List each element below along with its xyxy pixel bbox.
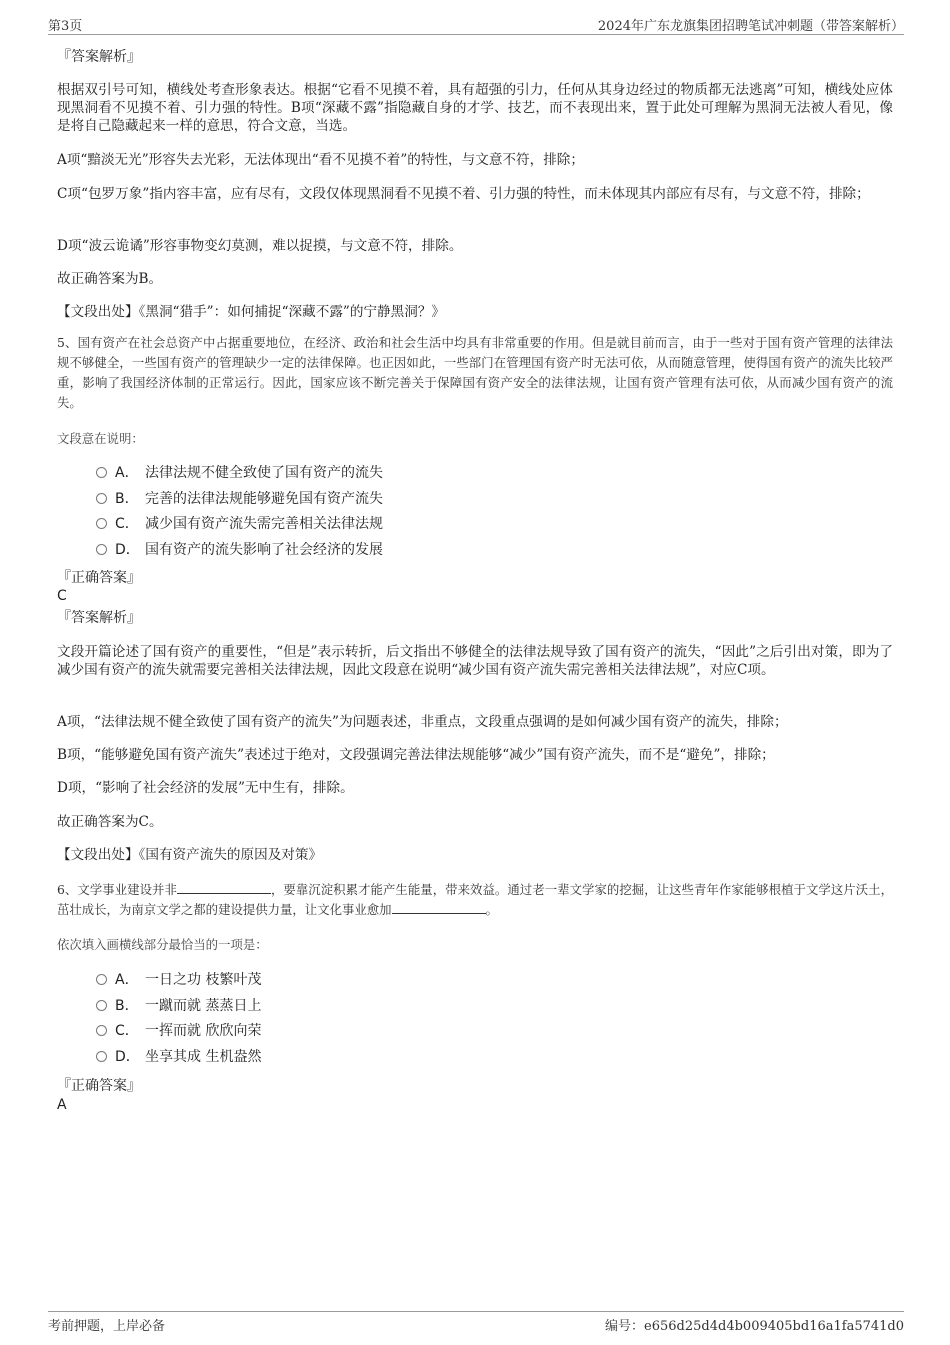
q6-option-a[interactable] xyxy=(96,970,261,990)
radio-icon[interactable] xyxy=(96,974,107,985)
option-text: 一日之功 枝繁叶茂 xyxy=(145,972,262,988)
q4-analysis-p2: A项“黯淡无光”形容失去光彩，无法体现出“看不见摸不着”的特性，与文意不符，排除； xyxy=(57,152,584,168)
q5-option-b[interactable] xyxy=(96,489,383,509)
radio-icon[interactable] xyxy=(96,518,107,529)
document-title: 2024年广东龙旗集团招聘笔试冲刺题（带答案解析） xyxy=(597,19,904,34)
option-key: C． xyxy=(115,1023,139,1039)
q4-analysis-p4: D项“波云诡谲”形容事物变幻莫测，难以捉摸，与文意不符，排除。 xyxy=(57,238,463,254)
fill-blank xyxy=(392,901,486,914)
q6-answer-label: 『正确答案』 xyxy=(57,1078,141,1094)
option-key: B． xyxy=(115,998,139,1014)
q5-analysis-p5: 故正确答案为C。 xyxy=(57,814,163,830)
q4-source: 【文段出处】《黑洞“猎手”：如何捕捉“深藏不露”的宁静黑洞？》 xyxy=(57,304,446,320)
q6-prompt: 依次填入画横线部分最恰当的一项是： xyxy=(57,937,268,952)
page-footer xyxy=(48,1311,904,1336)
radio-icon[interactable] xyxy=(96,544,107,555)
option-text: 减少国有资产流失需完善相关法律法规 xyxy=(145,516,383,532)
radio-icon[interactable] xyxy=(96,1000,107,1011)
option-key: C． xyxy=(115,516,139,532)
fill-blank xyxy=(177,881,271,894)
q6-answer: A xyxy=(57,1097,67,1113)
page-header xyxy=(48,14,904,35)
q6-stem-part3: 。 xyxy=(485,902,498,917)
q5-prompt: 文段意在说明： xyxy=(57,431,144,446)
q4-analysis-p5: 故正确答案为B。 xyxy=(57,271,163,287)
option-key: B． xyxy=(115,491,139,507)
q5-analysis-label: 『答案解析』 xyxy=(57,610,141,626)
q5-analysis-p1: 文段开篇论述了国有资产的重要性，“但是”表示转折，后文指出不够健全的法律法规导致了国有资产的流失，“因此”之后引出对策，即为了减少国有资产的流失就需要完善相关法律法规，因此文段意在说明“减少国有资产流失需完善相关法律法规”，对应C项。 xyxy=(57,644,893,678)
option-key: D． xyxy=(115,542,140,558)
option-key: A． xyxy=(115,972,139,988)
q6-option-b[interactable] xyxy=(96,996,261,1016)
q4-analysis-label: 『答案解析』 xyxy=(57,49,141,65)
option-text: 国有资产的流失影响了社会经济的发展 xyxy=(145,542,383,558)
q5-option-a[interactable] xyxy=(96,463,383,483)
q5-analysis-p3: B项，“能够避免国有资产流失”表述过于绝对，文段强调完善法律法规能够“减少”国有资产流失，而不是“避免”，排除； xyxy=(57,747,775,763)
option-text: 法律法规不健全致使了国有资产的流失 xyxy=(145,465,383,481)
q5-stem: 5、国有资产在社会总资产中占据重要地位，在经济、政治和社会生活中均具有非常重要的作用。但是就目前而言，由于一些对于国有资产管理的法律法规不够健全，一些国有资产的管理缺少一定的法律保障。也正因如此，一些部门在管理国有资产时无法可依，从而随意管理，使得国有资产的流失比较严重，影响了我国经济体制的正常运行。因此，国家应该不断完善关于保障国有资产安全的法律法规，让国有资产管理有法可依，从而减少国有资产的流失。 xyxy=(57,335,893,410)
option-text: 完善的法律法规能够避免国有资产流失 xyxy=(145,491,383,507)
q5-option-d[interactable] xyxy=(96,540,383,560)
radio-icon[interactable] xyxy=(96,1051,107,1062)
option-text: 一蹴而就 蒸蒸日上 xyxy=(145,998,262,1014)
q5-analysis-p2: A项，“法律法规不健全致使了国有资产的流失”为问题表述，非重点，文段重点强调的是如何减少国有资产的流失，排除； xyxy=(57,714,788,730)
radio-icon[interactable] xyxy=(96,1025,107,1036)
q4-analysis-p1: 根据双引号可知，横线处考查形象表达。根据“它看不见摸不着，具有超强的引力，任何从其身边经过的物质都无法逃离”可知，横线处应体现黑洞看不见摸不着、引力强的特性。B项“深藏不露”指隐藏自身的才学、技艺，而不表现出来，置于此处可理解为黑洞无法被人看见，像是将自己隐藏起来一样的意思，符合文意，当选。 xyxy=(57,82,893,134)
radio-icon[interactable] xyxy=(96,493,107,504)
option-text: 一挥而就 欣欣向荣 xyxy=(145,1023,262,1039)
q5-answer-label: 『正确答案』 xyxy=(57,570,141,586)
page-number: 第3页 xyxy=(48,19,83,34)
q6-stem-part2: ，要靠沉淀积累才能产生能量，带来效益。通过老一辈文学家的挖掘，让这些青年作家能够根植于文学这片沃土，茁壮成长，为南京文学之都的建设提供力量，让文化事业愈加 xyxy=(57,882,894,917)
q5-source: 【文段出处】《国有资产流失的原因及对策》 xyxy=(57,847,323,863)
q6-stem xyxy=(57,880,893,920)
radio-icon[interactable] xyxy=(96,467,107,478)
q6-stem-part1: 6、文学事业建设并非 xyxy=(57,882,177,897)
option-text: 坐享其成 生机盎然 xyxy=(145,1049,262,1065)
option-key: A． xyxy=(115,465,139,481)
q6-option-c[interactable] xyxy=(96,1021,261,1041)
q5-analysis-p4: D项，“影响了社会经济的发展”无中生有，排除。 xyxy=(57,780,354,796)
document-id: 编号：e656d25d4d4b009405bd16a1fa5741d0 xyxy=(605,1319,904,1334)
footer-slogan: 考前押题，上岸必备 xyxy=(48,1319,166,1334)
q5-option-c[interactable] xyxy=(96,514,383,534)
q5-answer: C xyxy=(57,588,67,604)
option-key: D． xyxy=(115,1049,140,1065)
q4-analysis-p3: C项“包罗万象”指内容丰富，应有尽有，文段仅体现黑洞看不见摸不着、引力强的特性，而未体现其内部应有尽有，与文意不符，排除； xyxy=(57,186,870,202)
q6-option-d[interactable] xyxy=(96,1047,261,1067)
